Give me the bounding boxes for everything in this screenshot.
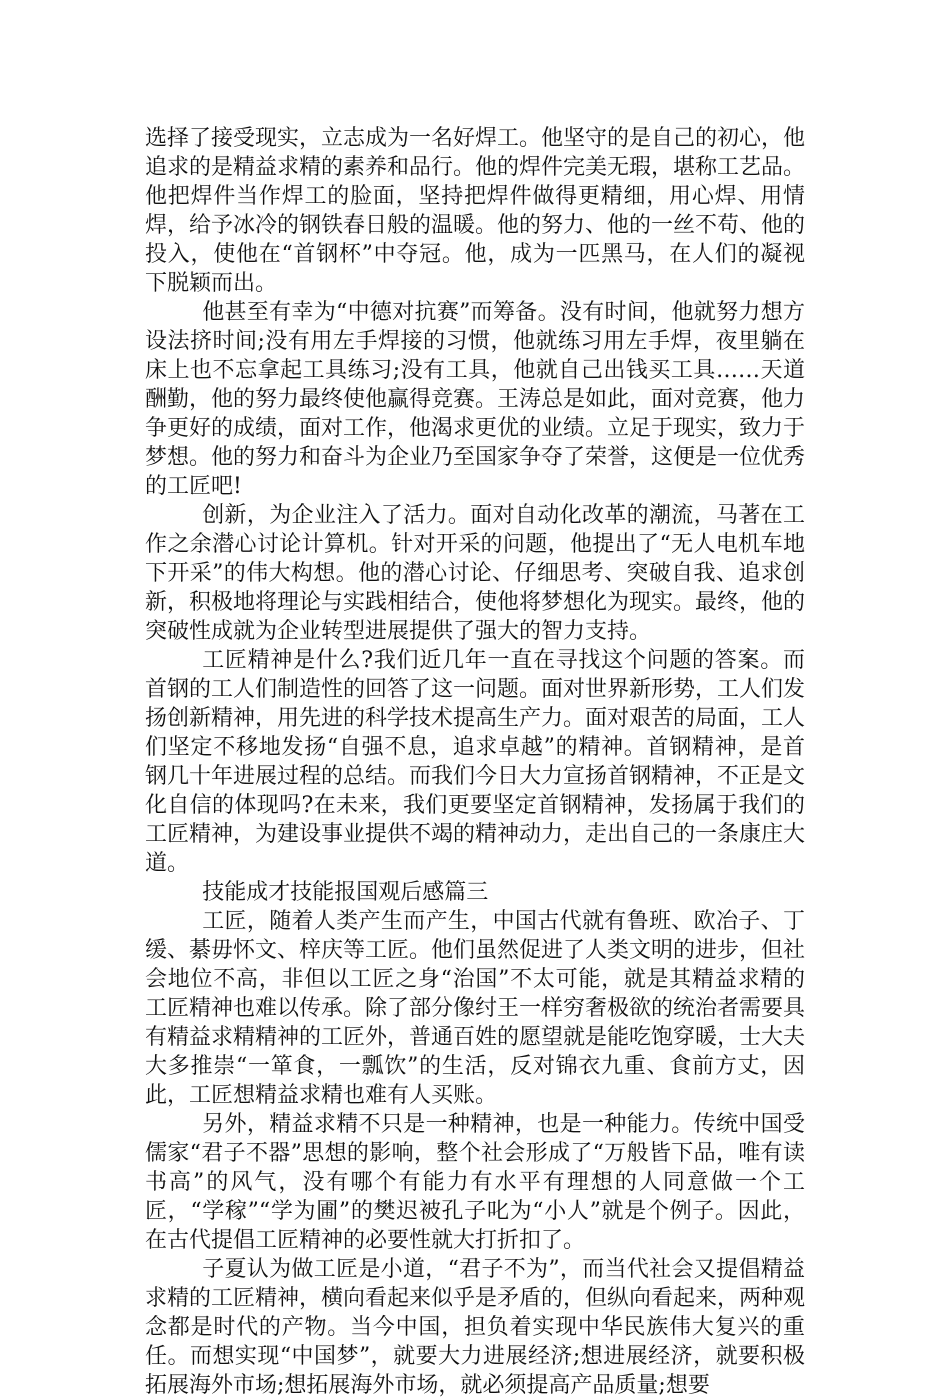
- paragraph-5: 工匠，随着人类产生而产生，中国古代就有鲁班、欧冶子、丁缓、綦毋怀文、梓庆等工匠。他们虽然促进了人类文明的进步，但社会地位不高，非但以工匠之身“治国”不太可能，就是其精益求精的工匠精神也难以传承。除了部分像纣王一样穷奢极欲的统治者需要具有精益求精精神的工匠外，普通百姓的愿望就是能吃饱穿暖，士大夫大多推崇“一箪食，一瓢饮”的生活，反对锦衣九重、食前方丈，因此，工匠想精益求精也难有人买账。: [145, 909, 806, 1108]
- paragraph-2: 他甚至有幸为“中德对抗赛”而筹备。没有时间，他就努力想方设法挤时间;没有用左手焊接的习惯，他就练习用左手焊，夜里躺在床上也不忘拿起工具练习;没有工具，他就自己出钱买工具……天道酬勤，他的努力最终使他赢得竞赛。王涛总是如此，面对竞赛，他力争更好的成绩，面对工作，他渴求更优的业绩。立足于现实，致力于梦想。他的努力和奋斗为企业乃至国家争夺了荣誉，这便是一位优秀的工匠吧!: [145, 300, 806, 499]
- document-body: [145, 124, 805, 1400]
- paragraph-1: 选择了接受现实，立志成为一名好焊工。他坚守的是自己的初心，他追求的是精益求精的素养和品行。他的焊件完美无瑕，堪称工艺品。他把焊件当作焊工的脸面，坚持把焊件做得更精细，用心焊、用情焊，给予冰冷的钢铁春日般的温暖。他的努力、他的一丝不苟、他的投入，使他在“首钢杯”中夺冠。他，成为一匹黑马，在人们的凝视下脱颖而出。: [145, 126, 806, 296]
- paragraph-7: 子夏认为做工匠是小道，“君子不为”，而当代社会又提倡精益求精的工匠精神，横向看起来似乎是矛盾的，但纵向看起来，两种观念都是时代的产物。当今中国，担负着实现中华民族伟大复兴的重任。而想实现“中国梦”，就要大力进展经济;想进展经济，就要积极拓展海外市场;想拓展海外市场，就必须提高产品质量;想要: [145, 1257, 806, 1398]
- section-heading: 技能成才技能报国观后感篇三: [202, 880, 489, 905]
- paragraph-6: 另外，精益求精不只是一种精神，也是一种能力。传统中国受儒家“君子不器”思想的影响，整个社会形成了“万般皆下品，唯有读书高”的风气，没有哪个有能力有水平有理想的人同意做一个工匠，“学稼”“学为圃”的樊迟被孔子叱为“小人”就是个例子。因此，在古代提倡工匠精神的必要性就大打折扣了。: [145, 1112, 805, 1253]
- paragraph-3: 创新，为企业注入了活力。面对自动化改革的潮流，马著在工作之余潜心讨论计算机。针对开采的问题，他提出了“无人电机车地下开采”的伟大构想。他的潜心讨论、仔细思考、突破自我、追求创新，积极地将理论与实践相结合，使他将梦想化为现实。最终，他的突破性成就为企业转型进展提供了强大的智力支持。: [145, 503, 806, 644]
- paragraph-4: 工匠精神是什么?我们近几年一直在寻找这个问题的答案。而首钢的工人们制造性的回答了这一问题。面对世界新形势，工人们发扬创新精神，用先进的科学技术提高生产力。面对艰苦的局面，工人们坚定不移地发扬“自强不息，追求卓越”的精神。首钢精神，是首钢几十年进展过程的总结。而我们今日大力宣扬首钢精神，不正是文化自信的体现吗?在未来，我们更要坚定首钢精神，发扬属于我们的工匠精神，为建设事业提供不竭的精神动力，走出自己的一条康庄大道。: [145, 648, 806, 876]
